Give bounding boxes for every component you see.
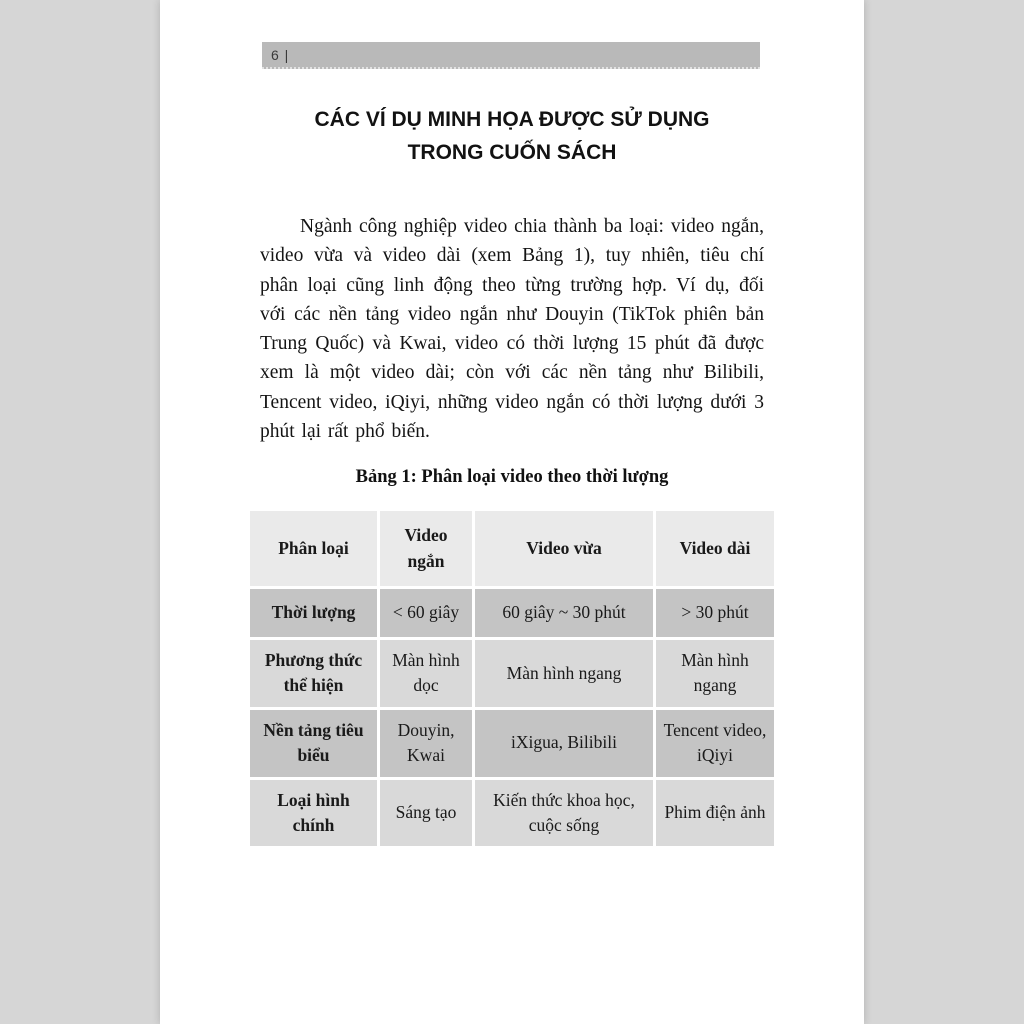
page-number-bar [262, 42, 760, 69]
table-header-cell: Video vừa [475, 511, 653, 586]
table-cell: Sáng tạo [380, 780, 472, 847]
table-cell: > 30 phút [656, 589, 774, 637]
table-cell: iXigua, Bilibili [475, 710, 653, 777]
table-row-label: Phương thức thể hiện [250, 640, 377, 707]
book-page [160, 0, 864, 1024]
table-cell: Màn hình ngang [656, 640, 774, 707]
table-cell: Kiến thức khoa học, cuộc sống [475, 780, 653, 847]
table-row-label: Nền tảng tiêu biểu [250, 710, 377, 777]
table-row-label: Thời lượng [250, 589, 377, 637]
page-title-line1: CÁC VÍ DỤ MINH HỌA ĐƯỢC SỬ DỤNG [314, 108, 710, 131]
table-cell: 60 giây ~ 30 phút [475, 589, 653, 637]
table-header-cell: Video ngắn [380, 511, 472, 586]
table-caption: Bảng 1: Phân loại video theo thời lượng [355, 467, 669, 487]
intro-paragraph: Ngành công nghiệp video chia thành ba loại: video ngắn, video vừa và video dài (xem Bảng 1), tuy nhiên, tiêu chí phân loại cũng linh động theo từng trường hợp. Ví dụ, đối với các nền tảng video ngắn như Douyin (TikTok phiên bản Trung Quốc) và Kwai, video có thời lượng 15 phút đã được xem là một video dài; còn với các nền tảng như Bilibili, Tencent video, iQiyi, những video ngắn có thời lượng dưới 3 phút lại rất phổ biến. [260, 216, 764, 442]
page-title-line2: TRONG CUỐN SÁCH [407, 140, 617, 164]
page-number: 6 | [271, 47, 290, 63]
table-cell: Màn hình dọc [380, 640, 472, 707]
table-row-label: Loại hình chính [250, 780, 377, 847]
table-cell: < 60 giây [380, 589, 472, 637]
table-cell: Douyin, Kwai [380, 710, 472, 777]
table-cell: Màn hình ngang [475, 640, 653, 707]
table-cell: Tencent video, iQiyi [656, 710, 774, 777]
table-cell: Phim điện ảnh [656, 780, 774, 847]
page-title [260, 104, 764, 169]
table-header-cell: Phân loại [250, 511, 377, 586]
table-header-cell: Video dài [656, 511, 774, 586]
video-classification-table [250, 511, 774, 846]
